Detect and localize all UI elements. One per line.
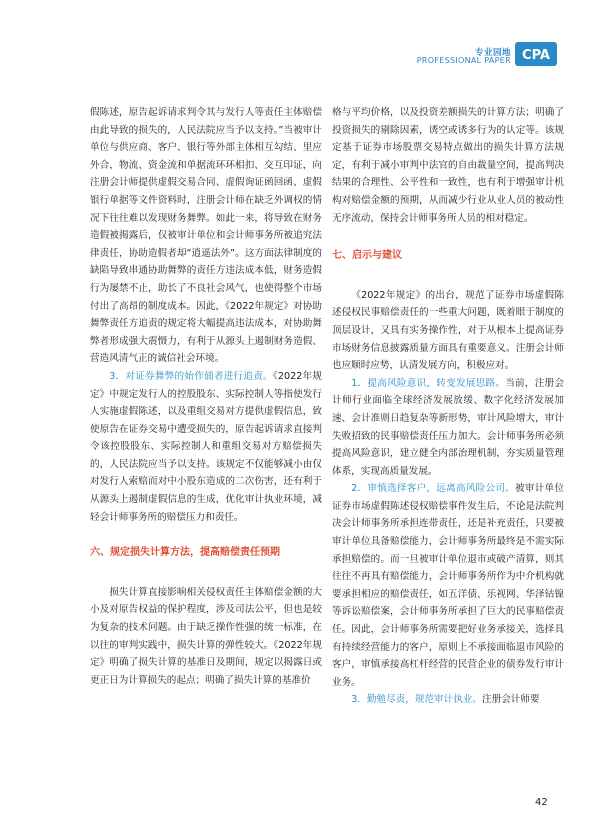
paragraph-body: 《2022年规定》中规定发行人的控股股东、实际控制人等指使发行人实施虚假陈述，以及重组交易对方提供虚假信息，致使原告在证券交易中遭受损失的，原告起诉请求直接判令该控股股东、实际控制人和重组交易对方赔偿损失的，人民法院应当予以支持。该规定不仅能够减小由仅对发行人索赔而对中小股东造成的二次伤害，还有利于从源头上遏制虚假信息的生成，优化审计执业环境，减轻会计师事务所的赔偿压力和责任。 [90, 370, 322, 523]
paragraph: 格与平均价格，以及投资差额损失的计算方法；明确了投资损失的剔除因素，诱空或诱多行为的认定等。该规定基于证券市场股票交易特点做出的损失计算方法规定，有利于减小审判中法官的自由裁量空间，提高判决结果的合理性、公平性和一致性，也有利于增强审计机构对赔偿金额的预期，从而减少行业从业人员的被动性无序流动，保持会计师事务所人员的相对稳定。 [332, 107, 564, 224]
paragraph-body: 注册会计师要 [482, 694, 540, 706]
paragraph-body: 被审计单位证券市场虚假陈述侵权赔偿事件发生后，不论是法院判决会计师事务所承担连带责任，还是补充责任，只要被审计单位具备赔偿能力，会计师事务所最终是不需实际承担赔偿的。而一旦被审计单位退市或破产清算，则其往往不再具有赔偿能力，会计师事务所作为中介机构就要承担相应的赔偿责任，如五洋债、乐视网、华泽钴镍等诉讼赔偿案，会计师事务所承担了巨大的民事赔偿责任。因此，会计师事务所需要把好业务承接关，选择具有持续经营能力的客户，原则上不承接面临退市风险的客户，审慎承接高杠杆经营的民营企业的债券发行审计业务。 [332, 483, 564, 688]
page-header [0, 0, 613, 80]
cpa-logo-icon [515, 42, 557, 66]
right-column [332, 104, 564, 709]
section-title: 七、启示与建议 [332, 250, 402, 262]
paragraph-lead: 2．审慎选择客户，远离高风险公司。 [351, 483, 516, 495]
paragraph: 损失计算直接影响相关侵权责任主体赔偿金额的大小及对原告权益的保护程度，涉及司法公平，但也是较为复杂的技术问题。由于缺乏操作性强的统一标准，在以往的审判实践中，损失计算的弹性较大。《2022年规定》明确了损失计算的基准日及期间，规定以揭露日或更正日为计算损失的起点；明确了损失计算的基准价 [90, 586, 322, 686]
section-label-zh: 专业园地 [474, 48, 511, 58]
section-label-en: PROFESSIONAL PAPER [416, 56, 511, 65]
paragraph-lead: 1．提高风险意识，转变发展思路。 [351, 377, 506, 389]
paragraph: 《2022年规定》的出台，规范了证券市场虚假陈述侵权民事赔偿责任的一些重大问题，既着眼于制度的顶层设计，又具有实务操作性，对于从根本上提高证券市场财务信息披露质量方面具有重要意义。注册会计师也应顺时应势，认清发展方向，积极应对。 [332, 289, 564, 372]
paragraph-lead: 3．勤勉尽责，规范审计执业。 [351, 694, 483, 706]
paragraph [332, 375, 564, 481]
paragraph-body: 当前，注册会计师行业面临全球经济发展放缓、数字化经济发展加速、会计准则日趋复杂等新形势，审计风险增大，审计失败招致的民事赔偿责任压力加大。会计师事务所必须提高风险意识，建立健全内部治理机制，夯实质量管理体系，实现高质量发展。 [332, 377, 564, 477]
left-column [90, 104, 322, 689]
paragraph [332, 691, 564, 709]
paragraph [332, 480, 564, 691]
paragraph-lead: 3．对证券舞弊的始作俑者进行追责。 [109, 370, 273, 382]
paragraph [90, 368, 322, 526]
page-number: 42 [535, 797, 548, 808]
svg-text:CPA: CPA [522, 48, 550, 63]
paragraph: 假陈述，原告起诉请求判令其与发行人等责任主体赔偿由此导致的损失的，人民法院应当予以支持。”当被审计单位与供应商、客户、银行等外部主体相互勾结、里应外合，物流、资金流和单据流环环相扣、交互印证，向注册会计师提供虚假交易合同、虚假询证函回函、虚假银行单据等文件资料时，注册会计师在缺乏外调权的情况下往往难以发现财务舞弊。如此一来，将导致在财务造假被揭露后，仅被审计单位和会计师事务所被追究法律责任，协助造假者却“逍遥法外”。这方面法律制度的缺陷导致串通协助舞弊的责任方违法成本低，财务造假行为屡禁不止，助长了不良社会风气，也使得整个市场付出了高昂的制度成本。因此，《2022年规定》对协助舞弊责任方追责的规定将大幅提高违法成本，对协助舞弊者形成强大震慑力，有利于从源头上遏制财务造假、营造风清气正的诚信社会环境。 [90, 107, 322, 365]
section-title: 六、规定损失计算方法，提高赔偿责任预期 [90, 547, 280, 559]
